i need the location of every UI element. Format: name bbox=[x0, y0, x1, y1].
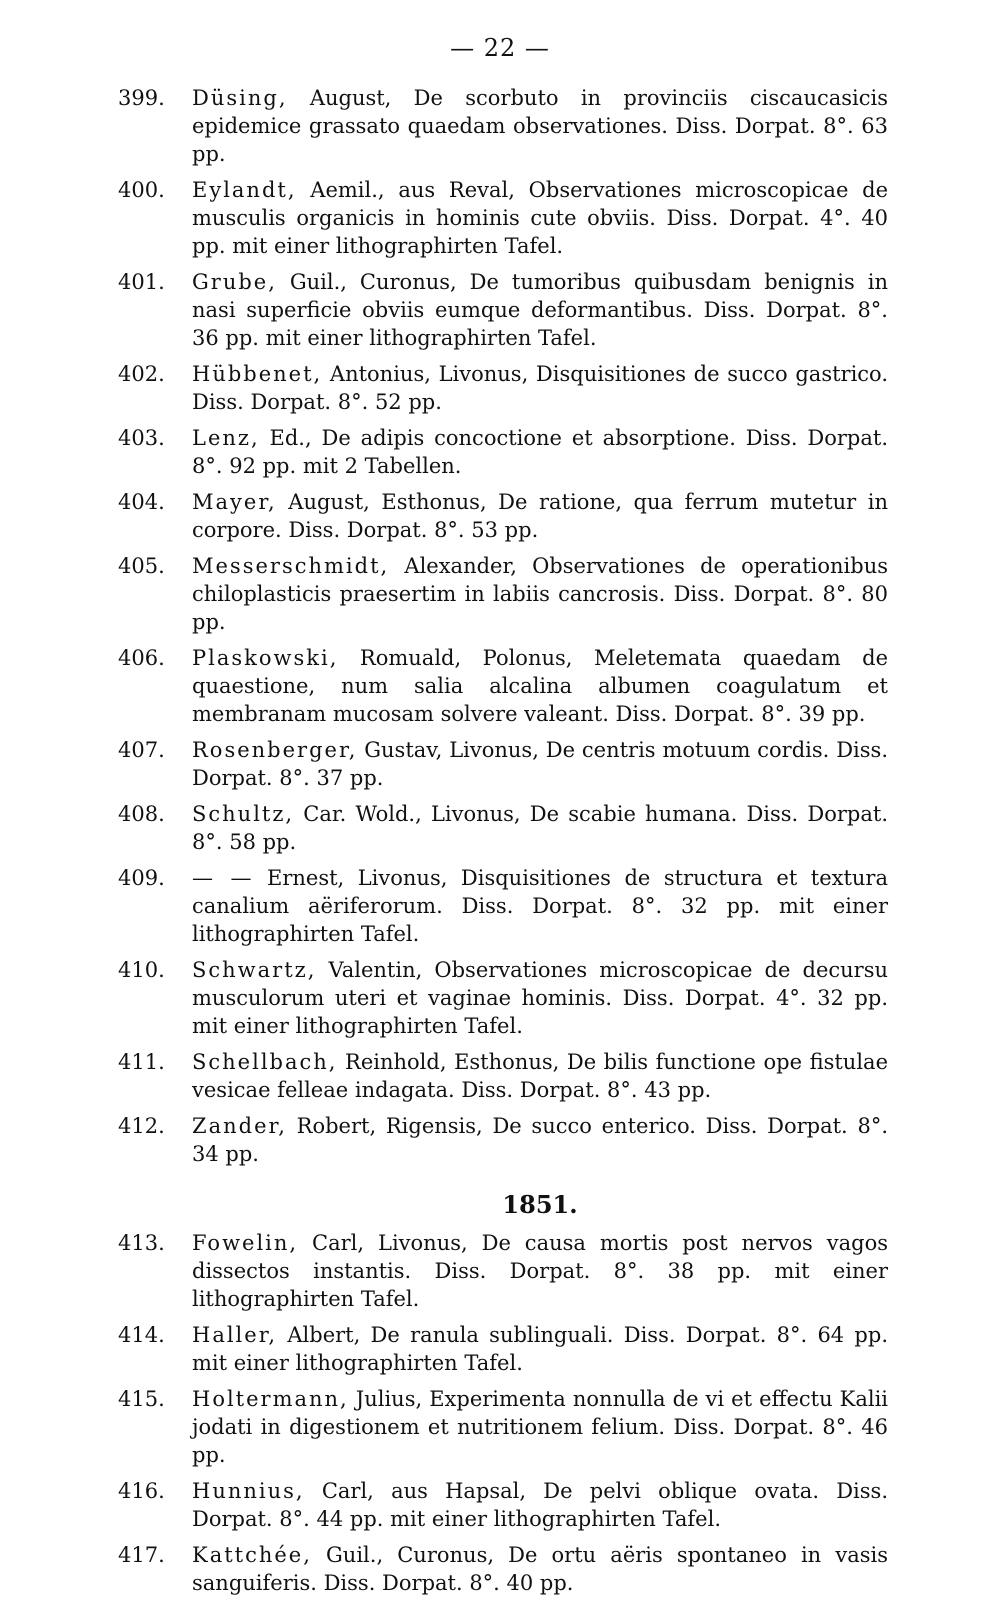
entry-409 bbox=[118, 864, 888, 948]
entry-author: Zander, bbox=[192, 1114, 287, 1138]
entry-number: 402. bbox=[118, 362, 165, 386]
entry-399 bbox=[118, 84, 888, 168]
entry-text: August, Esthonus, De ratione, qua ferrum mutetur in corpore. Diss. Dorpat. 8°. 53 pp. bbox=[192, 490, 888, 542]
entry-author: Holtermann, bbox=[192, 1387, 349, 1411]
entry-number: 405. bbox=[118, 554, 165, 578]
entry-text: Robert, Rigensis, De succo enterico. Diss. Dorpat. 8°. 34 pp. bbox=[192, 1114, 888, 1166]
entry-number: 399. bbox=[118, 86, 165, 110]
entry-author: Kattchée, bbox=[192, 1543, 312, 1567]
entry-text: Guil., Curonus, De tumoribus quibusdam benignis in nasi superficie obviis eumque deformantibus. Diss. Dorpat. 8°. 36 pp. mit einer lithographirten Tafel. bbox=[192, 270, 888, 350]
entry-author: Mayer, bbox=[192, 490, 277, 514]
entry-number: 407. bbox=[118, 738, 165, 762]
entry-author: Rosenberger, bbox=[192, 738, 358, 762]
entry-author: Messerschmidt, bbox=[192, 554, 390, 578]
entry-number: 411. bbox=[118, 1050, 165, 1074]
entry-text: Alexander, Observationes de operationibus chiloplasticis praesertim in labiis cancrosis. Diss. Dorpat. 8°. 80 pp. bbox=[192, 554, 888, 634]
entry-number: 413. bbox=[118, 1231, 165, 1255]
entry-405 bbox=[118, 552, 888, 636]
entry-417 bbox=[118, 1541, 888, 1597]
entry-402 bbox=[118, 360, 888, 416]
entry-author: Schwartz, bbox=[192, 958, 317, 982]
entry-author: — — bbox=[192, 866, 254, 890]
entry-author: Haller, bbox=[192, 1323, 278, 1347]
entry-number: 408. bbox=[118, 802, 165, 826]
entry-author: Eylandt, bbox=[192, 178, 297, 202]
entry-author: Fowelin, bbox=[192, 1231, 299, 1255]
entry-author: Düsing, bbox=[192, 86, 288, 110]
entry-text: Albert, De ranula sublinguali. Diss. Dorpat. 8°. 64 pp. mit einer lithographirten Tafel. bbox=[192, 1323, 888, 1375]
entry-text: Car. Wold., Livonus, De scabie humana. Diss. Dorpat. 8°. 58 pp. bbox=[192, 802, 888, 854]
entry-412 bbox=[118, 1112, 888, 1168]
entry-403 bbox=[118, 424, 888, 480]
entry-413 bbox=[118, 1229, 888, 1313]
entry-number: 406. bbox=[118, 646, 165, 670]
entry-406 bbox=[118, 644, 888, 728]
entry-415 bbox=[118, 1385, 888, 1469]
year-heading: 1851. bbox=[502, 1190, 578, 1219]
entry-400 bbox=[118, 176, 888, 260]
entry-text: Carl, Livonus, De causa mortis post nervos vagos dissectos instantis. Diss. Dorpat. 8°. 38 pp. mit einer lithographirten Tafel. bbox=[192, 1231, 888, 1311]
entry-text: Gustav, Livonus, De centris motuum cordis. Diss. Dorpat. 8°. 37 pp. bbox=[192, 738, 888, 790]
entry-number: 404. bbox=[118, 490, 165, 514]
entry-text: Julius, Experimenta nonnulla de vi et effectu Kalii jodati in digestionem et nutritionem felium. Diss. Dorpat. 8°. 46 pp. bbox=[192, 1387, 888, 1467]
entry-number: 403. bbox=[118, 426, 165, 450]
entry-text: Romuald, Polonus, Meletemata quaedam de quaestione, num salia alcalina albumen coagulatum et membranam mucosam solvere valeant. Diss. Dorpat. 8°. 39 pp. bbox=[192, 646, 888, 726]
page-number: — 22 — bbox=[450, 34, 550, 62]
entry-text: Valentin, Observationes microscopicae de decursu musculorum uteri et vaginae hominis. Diss. Dorpat. 4°. 32 pp. mit einer lithographirten Tafel. bbox=[192, 958, 888, 1038]
entry-text: Aemil., aus Reval, Observationes microscopicae de musculis organicis in hominis cute obviis. Diss. Dorpat. 4°. 40 pp. mit einer lithographirten Tafel. bbox=[192, 178, 888, 258]
entry-number: 417. bbox=[118, 1543, 165, 1567]
entry-number: 409. bbox=[118, 866, 165, 890]
entry-author: Grube, bbox=[192, 270, 277, 294]
entry-text: Carl, aus Hapsal, De pelvi oblique ovata. Diss. Dorpat. 8°. 44 pp. mit einer lithographirten Tafel. bbox=[192, 1479, 888, 1531]
entry-author: Plaskowski, bbox=[192, 646, 339, 670]
bibliography-list bbox=[118, 84, 888, 1605]
entry-410 bbox=[118, 956, 888, 1040]
entry-text: Ed., De adipis concoctione et absorptione. Diss. Dorpat. 8°. 92 pp. mit 2 Tabellen. bbox=[192, 426, 888, 478]
entry-number: 416. bbox=[118, 1479, 165, 1503]
entry-text: Ernest, Livonus, Disquisitiones de structura et textura canalium aëriferorum. Diss. Dorpat. 8°. 32 pp. mit einer lithographirten Tafel. bbox=[192, 866, 888, 946]
entry-411 bbox=[118, 1048, 888, 1104]
entry-404 bbox=[118, 488, 888, 544]
entry-text: August, De scorbuto in provinciis ciscaucasicis epidemice grassato quaedam observationes. Diss. Dorpat. 8°. 63 pp. bbox=[192, 86, 888, 166]
entry-number: 415. bbox=[118, 1387, 165, 1411]
entry-407 bbox=[118, 736, 888, 792]
entry-author: Lenz, bbox=[192, 426, 260, 450]
entry-408 bbox=[118, 800, 888, 856]
entry-author: Schellbach, bbox=[192, 1050, 338, 1074]
entry-number: 414. bbox=[118, 1323, 165, 1347]
entry-number: 412. bbox=[118, 1114, 165, 1138]
entry-401 bbox=[118, 268, 888, 352]
entry-number: 410. bbox=[118, 958, 165, 982]
entry-text: Reinhold, Esthonus, De bilis functione ope fistulae vesicae felleae indagata. Diss. Dorpat. 8°. 43 pp. bbox=[192, 1050, 888, 1102]
entry-author: Schultz, bbox=[192, 802, 295, 826]
entry-author: Hunnius, bbox=[192, 1479, 305, 1503]
entry-414 bbox=[118, 1321, 888, 1377]
entry-author: Hübbenet, bbox=[192, 362, 323, 386]
entry-text: Antonius, Livonus, Disquisitiones de succo gastrico. Diss. Dorpat. 8°. 52 pp. bbox=[192, 362, 888, 414]
entry-text: Guil., Curonus, De ortu aëris spontaneo in vasis sanguiferis. Diss. Dorpat. 8°. 40 pp. bbox=[192, 1543, 888, 1595]
entry-number: 400. bbox=[118, 178, 165, 202]
entry-416 bbox=[118, 1477, 888, 1533]
entry-number: 401. bbox=[118, 270, 165, 294]
